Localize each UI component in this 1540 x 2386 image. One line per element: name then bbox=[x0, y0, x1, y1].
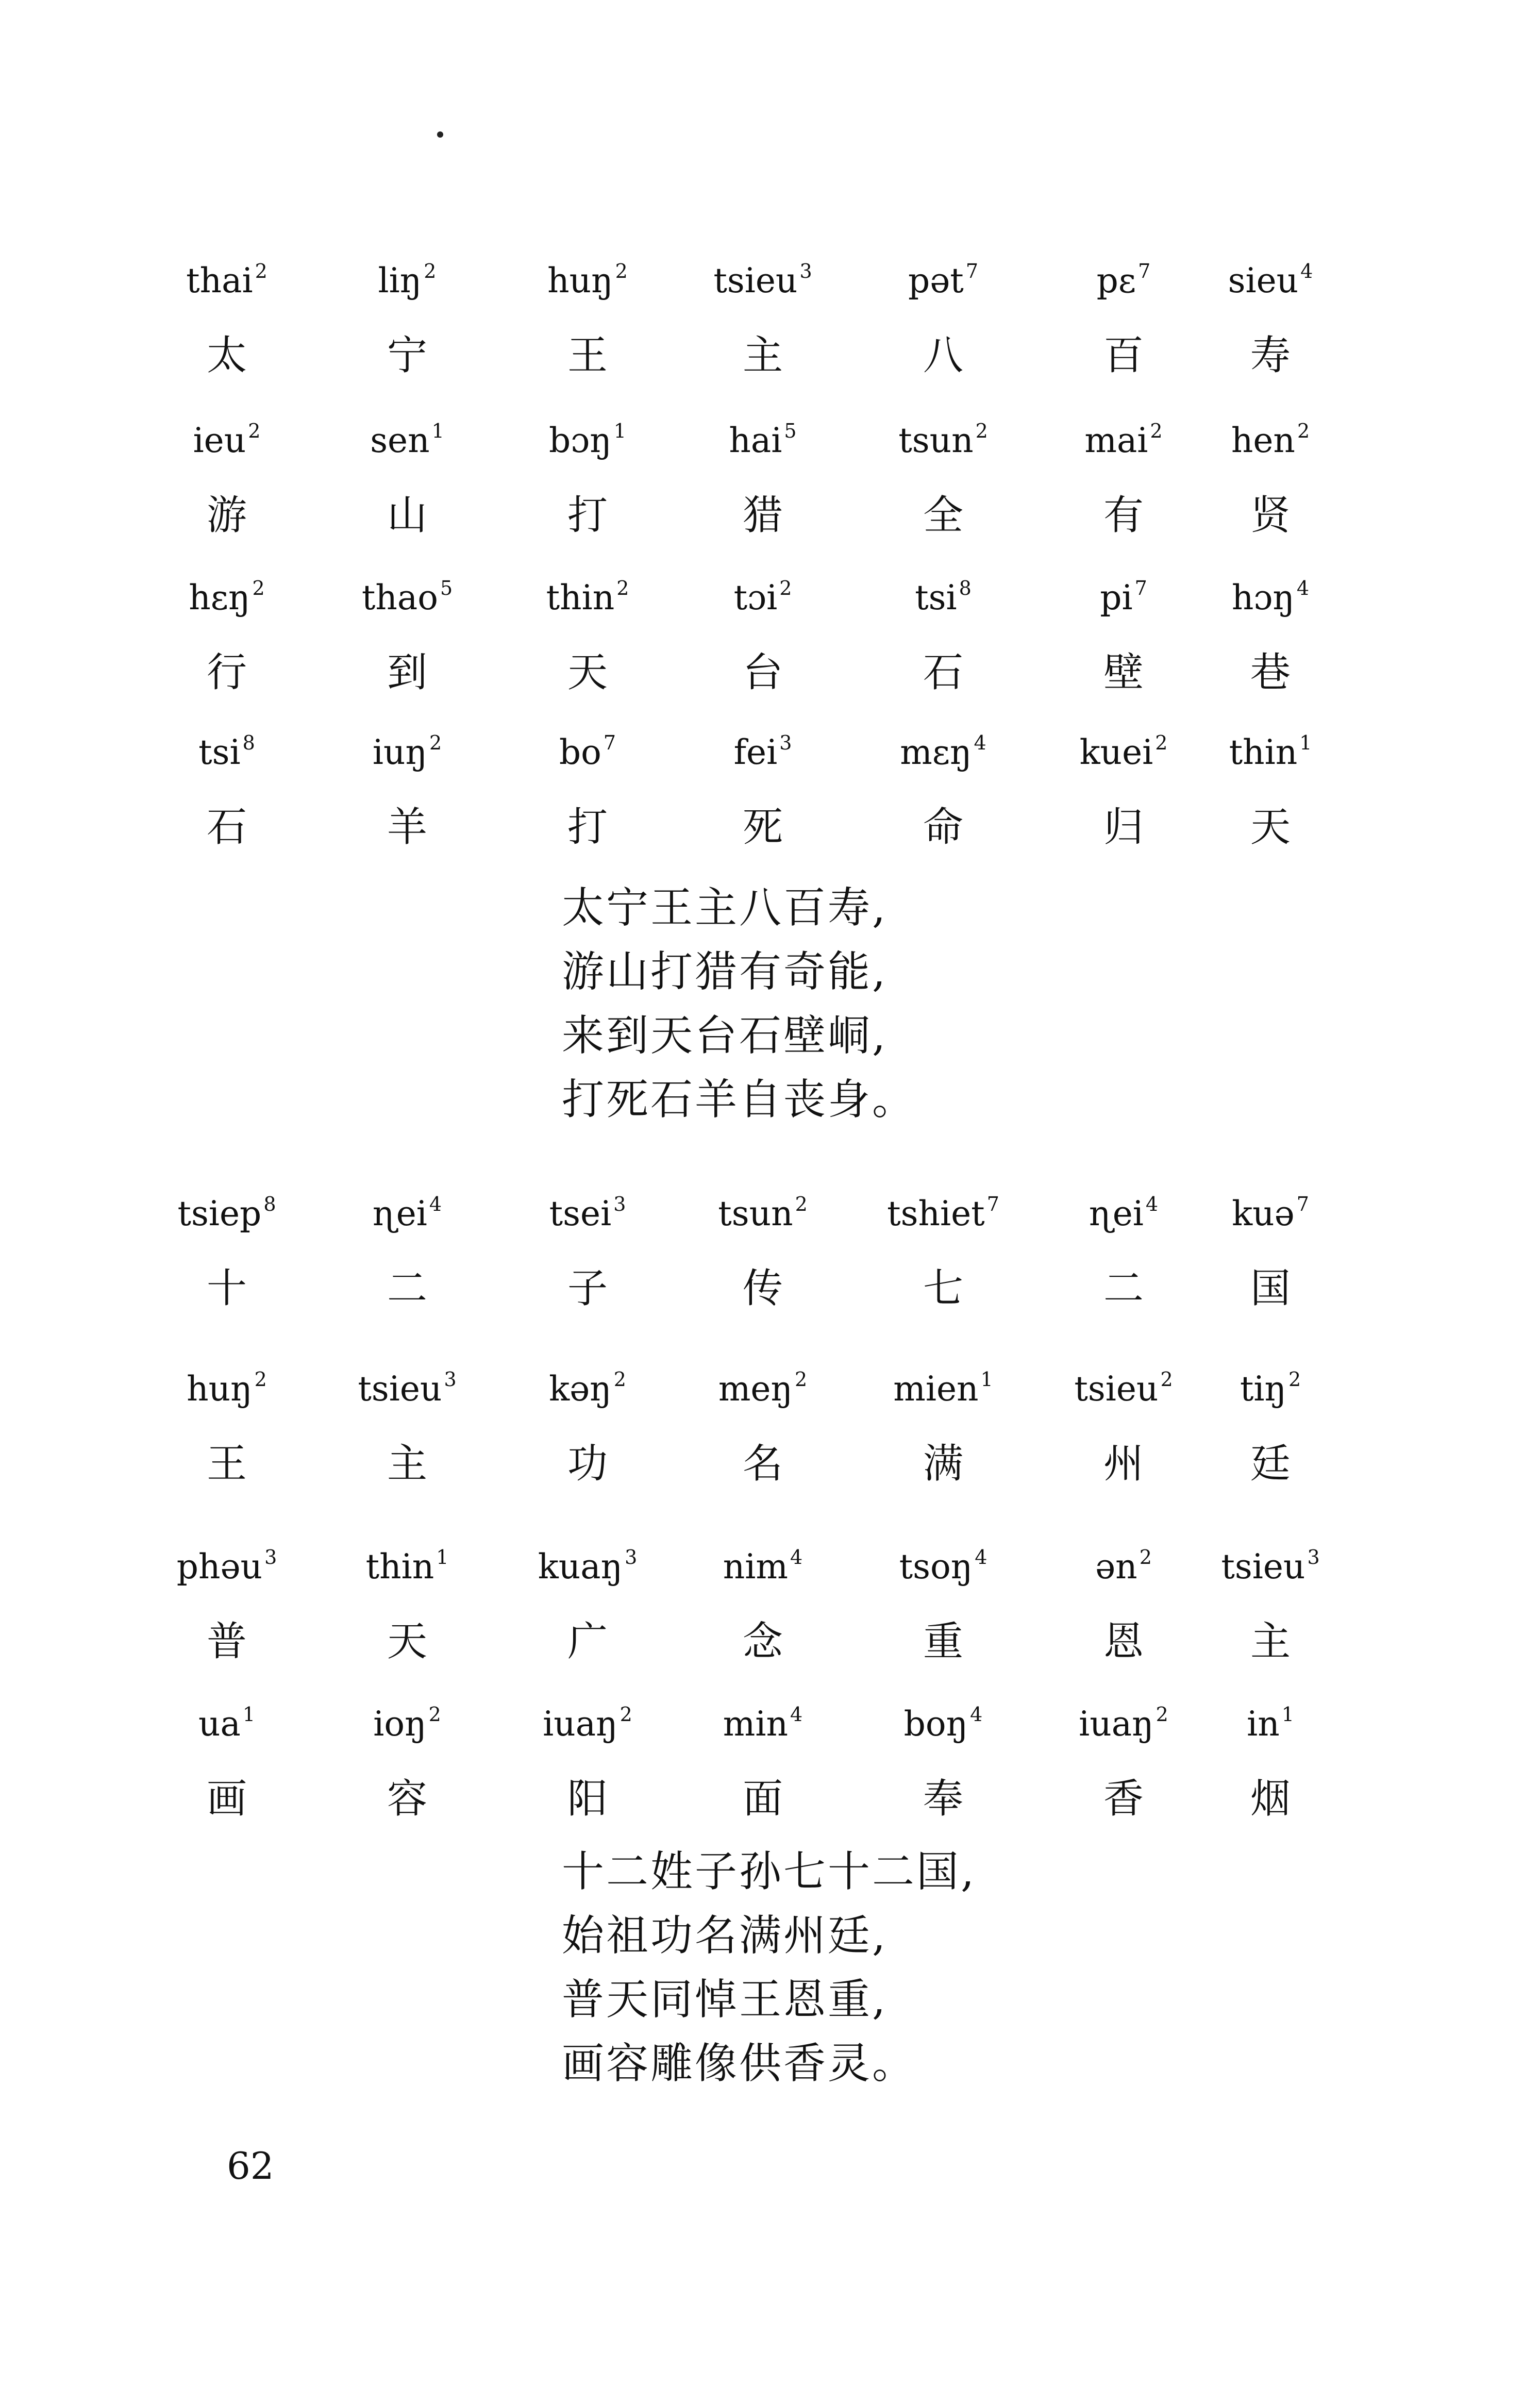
romanization bbox=[861, 729, 1026, 776]
tone-number: 1 bbox=[980, 1368, 993, 1391]
gloss-row bbox=[0, 1544, 1540, 1698]
romanization bbox=[1041, 575, 1206, 621]
romanization bbox=[861, 418, 1026, 464]
syllable: sen bbox=[370, 421, 430, 460]
chinese-character: 七 bbox=[923, 1265, 963, 1312]
romanization bbox=[505, 729, 670, 776]
romanization bbox=[144, 1366, 309, 1412]
syllable: ɳei bbox=[372, 1194, 427, 1233]
syllable: tsiep bbox=[177, 1194, 262, 1233]
chinese-character: 太 bbox=[206, 332, 247, 379]
chinese-character: 游 bbox=[206, 492, 247, 539]
syllable: tsi bbox=[198, 732, 241, 772]
tone-number: 8 bbox=[959, 577, 972, 599]
romanization bbox=[325, 729, 490, 776]
romanization bbox=[1188, 1701, 1353, 1747]
syllable: liŋ bbox=[378, 261, 422, 301]
syllable: thin bbox=[365, 1547, 434, 1587]
romanization bbox=[1188, 418, 1353, 464]
syllable: iuŋ bbox=[372, 732, 427, 772]
romanization bbox=[861, 1701, 1026, 1747]
romanization bbox=[325, 1366, 490, 1412]
chinese-character: 天 bbox=[567, 649, 608, 696]
chinese-character: 念 bbox=[742, 1619, 783, 1665]
chinese-character: 八 bbox=[923, 332, 963, 379]
chinese-character: 天 bbox=[1250, 804, 1291, 850]
tone-number: 4 bbox=[1296, 577, 1310, 599]
tone-number: 2 bbox=[248, 420, 261, 442]
tone-number: 2 bbox=[424, 260, 437, 282]
tone-number: 2 bbox=[975, 420, 988, 442]
chinese-character: 奉 bbox=[923, 1776, 963, 1822]
tone-number: 7 bbox=[965, 260, 979, 282]
chinese-character: 羊 bbox=[387, 804, 427, 850]
chinese-character: 十 bbox=[206, 1265, 247, 1312]
tone-number: 4 bbox=[1145, 1193, 1159, 1215]
romanization bbox=[325, 575, 490, 621]
syllable: boŋ bbox=[903, 1704, 968, 1744]
romanization bbox=[1041, 729, 1206, 776]
tone-number: 3 bbox=[779, 731, 792, 754]
tone-number: 8 bbox=[242, 731, 255, 754]
chinese-character: 壁 bbox=[1103, 649, 1144, 696]
chinese-character: 行 bbox=[206, 649, 247, 696]
romanization bbox=[505, 258, 670, 304]
romanization bbox=[1188, 1544, 1353, 1590]
stanza-1-verse bbox=[562, 876, 916, 1132]
chinese-character: 恩 bbox=[1103, 1619, 1144, 1665]
tone-number: 7 bbox=[1138, 260, 1151, 282]
tone-number: 4 bbox=[1300, 260, 1313, 282]
romanization bbox=[1041, 1544, 1206, 1590]
verse-line: 来到天台石壁峒, bbox=[562, 1011, 888, 1060]
syllable: tsun bbox=[718, 1194, 793, 1233]
chinese-character: 廷 bbox=[1250, 1441, 1291, 1487]
romanization bbox=[505, 1191, 670, 1237]
tone-number: 4 bbox=[974, 731, 986, 754]
tone-number: 5 bbox=[440, 577, 453, 599]
tone-number: 8 bbox=[263, 1193, 276, 1215]
syllable: hai bbox=[729, 421, 782, 460]
verse-line: 太宁王主八百寿, bbox=[562, 883, 888, 932]
chinese-character: 普 bbox=[206, 1619, 247, 1665]
romanization bbox=[325, 418, 490, 464]
syllable: iuaŋ bbox=[1079, 1704, 1154, 1744]
romanization bbox=[144, 1191, 309, 1237]
tone-number: 2 bbox=[615, 260, 628, 282]
syllable: hɔŋ bbox=[1231, 578, 1295, 618]
syllable: pɛ bbox=[1096, 261, 1136, 301]
syllable: kuaŋ bbox=[538, 1547, 623, 1587]
tone-number: 1 bbox=[613, 420, 626, 442]
tone-number: 2 bbox=[1160, 1368, 1173, 1391]
syllable: mɛŋ bbox=[900, 732, 972, 772]
chinese-character: 功 bbox=[567, 1441, 608, 1487]
syllable: kuei bbox=[1079, 732, 1153, 772]
romanization bbox=[144, 1544, 309, 1590]
romanization bbox=[144, 1701, 309, 1747]
dot-mark bbox=[437, 131, 443, 138]
tone-number: 2 bbox=[1150, 420, 1163, 442]
romanization bbox=[861, 1544, 1026, 1590]
page-number: 62 bbox=[227, 2144, 274, 2188]
tone-number: 2 bbox=[1155, 731, 1168, 754]
syllable: ɳei bbox=[1089, 1194, 1144, 1233]
tone-number: 2 bbox=[620, 1703, 632, 1726]
chinese-character: 王 bbox=[567, 332, 608, 379]
tone-number: 7 bbox=[603, 731, 616, 754]
chinese-character: 画 bbox=[206, 1776, 247, 1822]
romanization bbox=[680, 729, 845, 776]
syllable: nim bbox=[723, 1547, 788, 1587]
tone-number: 1 bbox=[242, 1703, 256, 1726]
syllable: fei bbox=[733, 732, 778, 772]
syllable: phəu bbox=[176, 1547, 263, 1587]
syllable: mai bbox=[1084, 421, 1148, 460]
romanization bbox=[861, 1191, 1026, 1237]
tone-number: 7 bbox=[986, 1193, 999, 1215]
chinese-character: 猎 bbox=[742, 492, 783, 539]
chinese-character: 归 bbox=[1103, 804, 1144, 850]
tone-number: 4 bbox=[790, 1703, 803, 1726]
romanization bbox=[325, 1191, 490, 1237]
chinese-character: 王 bbox=[206, 1441, 247, 1487]
tone-number: 2 bbox=[795, 1193, 808, 1215]
tone-number: 2 bbox=[428, 1703, 441, 1726]
syllable: ua bbox=[198, 1704, 241, 1744]
chinese-character: 到 bbox=[387, 649, 427, 696]
tone-number: 2 bbox=[1139, 1546, 1152, 1569]
romanization bbox=[680, 1701, 845, 1747]
syllable: iuaŋ bbox=[543, 1704, 618, 1744]
chinese-character: 主 bbox=[387, 1441, 427, 1487]
romanization bbox=[1041, 1366, 1206, 1412]
syllable: thin bbox=[546, 578, 615, 618]
chinese-character: 阳 bbox=[567, 1776, 608, 1822]
chinese-character: 山 bbox=[387, 492, 427, 539]
gloss-row bbox=[0, 1701, 1540, 1856]
syllable: tɔi bbox=[733, 578, 778, 618]
tone-number: 2 bbox=[1297, 420, 1310, 442]
tone-number: 2 bbox=[1156, 1703, 1168, 1726]
tone-number: 2 bbox=[616, 577, 629, 599]
syllable: in bbox=[1247, 1704, 1280, 1744]
tone-number: 7 bbox=[1134, 577, 1147, 599]
chinese-character: 贤 bbox=[1250, 492, 1291, 539]
syllable: tsieu bbox=[1221, 1547, 1305, 1587]
romanization bbox=[680, 1544, 845, 1590]
chinese-character: 满 bbox=[923, 1441, 963, 1487]
chinese-character: 名 bbox=[742, 1441, 783, 1487]
tone-number: 3 bbox=[444, 1368, 457, 1391]
verse-line: 画容雕像供香灵。 bbox=[562, 2039, 917, 2088]
syllable: ən bbox=[1095, 1547, 1137, 1587]
tone-number: 2 bbox=[794, 1368, 808, 1391]
romanization bbox=[680, 418, 845, 464]
romanization bbox=[505, 1366, 670, 1412]
romanization bbox=[680, 1191, 845, 1237]
romanization bbox=[505, 418, 670, 464]
verse-line: 游山打猎有奇能, bbox=[562, 947, 888, 996]
chinese-character: 宁 bbox=[387, 332, 427, 379]
chinese-character: 天 bbox=[387, 1619, 427, 1665]
tone-number: 3 bbox=[264, 1546, 277, 1569]
romanization bbox=[505, 575, 670, 621]
syllable: thao bbox=[361, 578, 438, 618]
tone-number: 2 bbox=[779, 577, 792, 599]
syllable: min bbox=[723, 1704, 788, 1744]
tone-number: 4 bbox=[975, 1546, 987, 1569]
chinese-character: 全 bbox=[923, 492, 963, 539]
chinese-character: 二 bbox=[1103, 1265, 1144, 1312]
tone-number: 1 bbox=[1281, 1703, 1294, 1726]
syllable: tsun bbox=[898, 421, 974, 460]
syllable: tshiet bbox=[887, 1194, 985, 1233]
romanization bbox=[325, 1544, 490, 1590]
tone-number: 5 bbox=[784, 420, 797, 442]
romanization bbox=[1041, 1191, 1206, 1237]
romanization bbox=[505, 1701, 670, 1747]
syllable: bo bbox=[559, 732, 601, 772]
syllable: thai bbox=[186, 261, 253, 301]
verse-line: 十二姓子孙七十二国, bbox=[562, 1847, 977, 1896]
verse-line: 打死石羊自丧身。 bbox=[562, 1075, 917, 1124]
tone-number: 1 bbox=[431, 420, 444, 442]
verse-line: 始祖功名满州廷, bbox=[562, 1911, 888, 1960]
syllable: ioŋ bbox=[373, 1704, 427, 1744]
syllable: tiŋ bbox=[1240, 1369, 1286, 1409]
romanization bbox=[680, 1366, 845, 1412]
chinese-character: 石 bbox=[923, 649, 963, 696]
chinese-character: 烟 bbox=[1250, 1776, 1291, 1822]
romanization bbox=[1041, 1701, 1206, 1747]
syllable: bɔŋ bbox=[549, 421, 612, 460]
chinese-character: 台 bbox=[742, 649, 783, 696]
romanization bbox=[144, 729, 309, 776]
chinese-character: 死 bbox=[742, 804, 783, 850]
romanization bbox=[1188, 1191, 1353, 1237]
gloss-row bbox=[0, 729, 1540, 884]
gloss-row bbox=[0, 1366, 1540, 1521]
romanization bbox=[1188, 729, 1353, 776]
romanization bbox=[325, 258, 490, 304]
verse-line: 普天同悼王恩重, bbox=[562, 1975, 888, 2024]
syllable: kəŋ bbox=[549, 1369, 612, 1409]
romanization bbox=[680, 258, 845, 304]
chinese-character: 打 bbox=[567, 492, 608, 539]
chinese-character: 国 bbox=[1250, 1265, 1291, 1312]
syllable: huŋ bbox=[187, 1369, 253, 1409]
tone-number: 2 bbox=[613, 1368, 626, 1391]
tone-number: 2 bbox=[1288, 1368, 1301, 1391]
romanization bbox=[1188, 258, 1353, 304]
syllable: tsieu bbox=[1074, 1369, 1159, 1409]
tone-number: 2 bbox=[429, 731, 442, 754]
romanization bbox=[505, 1544, 670, 1590]
chinese-character: 打 bbox=[567, 804, 608, 850]
romanization bbox=[1188, 575, 1353, 621]
syllable: hɛŋ bbox=[189, 578, 250, 618]
chinese-character: 子 bbox=[567, 1265, 608, 1312]
chinese-character: 香 bbox=[1103, 1776, 1144, 1822]
syllable: meŋ bbox=[718, 1369, 793, 1409]
tone-number: 1 bbox=[1299, 731, 1312, 754]
chinese-character: 面 bbox=[742, 1776, 783, 1822]
syllable: ieu bbox=[193, 421, 246, 460]
syllable: pət bbox=[908, 261, 964, 301]
tone-number: 1 bbox=[436, 1546, 449, 1569]
tone-number: 2 bbox=[255, 260, 267, 282]
chinese-character: 州 bbox=[1103, 1441, 1144, 1487]
syllable: tsieu bbox=[358, 1369, 442, 1409]
syllable: tsieu bbox=[713, 261, 798, 301]
syllable: tsei bbox=[549, 1194, 612, 1233]
tone-number: 3 bbox=[613, 1193, 626, 1215]
stanza-2-verse bbox=[562, 1840, 976, 2096]
romanization bbox=[325, 1701, 490, 1747]
tone-number: 4 bbox=[970, 1703, 983, 1726]
tone-number: 7 bbox=[1296, 1193, 1309, 1215]
gloss-row bbox=[0, 258, 1540, 412]
chinese-character: 二 bbox=[387, 1265, 427, 1312]
gloss-row bbox=[0, 575, 1540, 729]
romanization bbox=[1041, 258, 1206, 304]
gloss-row bbox=[0, 1191, 1540, 1345]
chinese-character: 主 bbox=[742, 332, 783, 379]
syllable: mien bbox=[893, 1369, 979, 1409]
gloss-row bbox=[0, 418, 1540, 572]
syllable: huŋ bbox=[547, 261, 613, 301]
tone-number: 2 bbox=[254, 1368, 267, 1391]
romanization bbox=[144, 575, 309, 621]
syllable: thin bbox=[1229, 732, 1298, 772]
chinese-character: 容 bbox=[387, 1776, 427, 1822]
syllable: sieu bbox=[1228, 261, 1299, 301]
chinese-character: 广 bbox=[567, 1619, 608, 1665]
tone-number: 3 bbox=[1307, 1546, 1320, 1569]
romanization bbox=[861, 258, 1026, 304]
tone-number: 3 bbox=[625, 1546, 638, 1569]
tone-number: 3 bbox=[799, 260, 812, 282]
romanization bbox=[1041, 418, 1206, 464]
romanization bbox=[861, 575, 1026, 621]
syllable: kuə bbox=[1232, 1194, 1295, 1233]
chinese-character: 有 bbox=[1103, 492, 1144, 539]
chinese-character: 主 bbox=[1250, 1619, 1291, 1665]
tone-number: 2 bbox=[252, 577, 265, 599]
syllable: tsi bbox=[915, 578, 957, 618]
tone-number: 4 bbox=[429, 1193, 442, 1215]
chinese-character: 石 bbox=[206, 804, 247, 850]
syllable: pi bbox=[1100, 578, 1133, 618]
romanization bbox=[1188, 1366, 1353, 1412]
chinese-character: 巷 bbox=[1250, 649, 1291, 696]
romanization bbox=[861, 1366, 1026, 1412]
tone-number: 4 bbox=[790, 1546, 803, 1569]
syllable: tsoŋ bbox=[899, 1547, 973, 1587]
chinese-character: 百 bbox=[1103, 332, 1144, 379]
syllable: hen bbox=[1231, 421, 1295, 460]
romanization bbox=[680, 575, 845, 621]
chinese-character: 命 bbox=[923, 804, 963, 850]
chinese-character: 传 bbox=[742, 1265, 783, 1312]
romanization bbox=[144, 418, 309, 464]
chinese-character: 重 bbox=[923, 1619, 963, 1665]
chinese-character: 寿 bbox=[1250, 332, 1291, 379]
romanization bbox=[144, 258, 309, 304]
